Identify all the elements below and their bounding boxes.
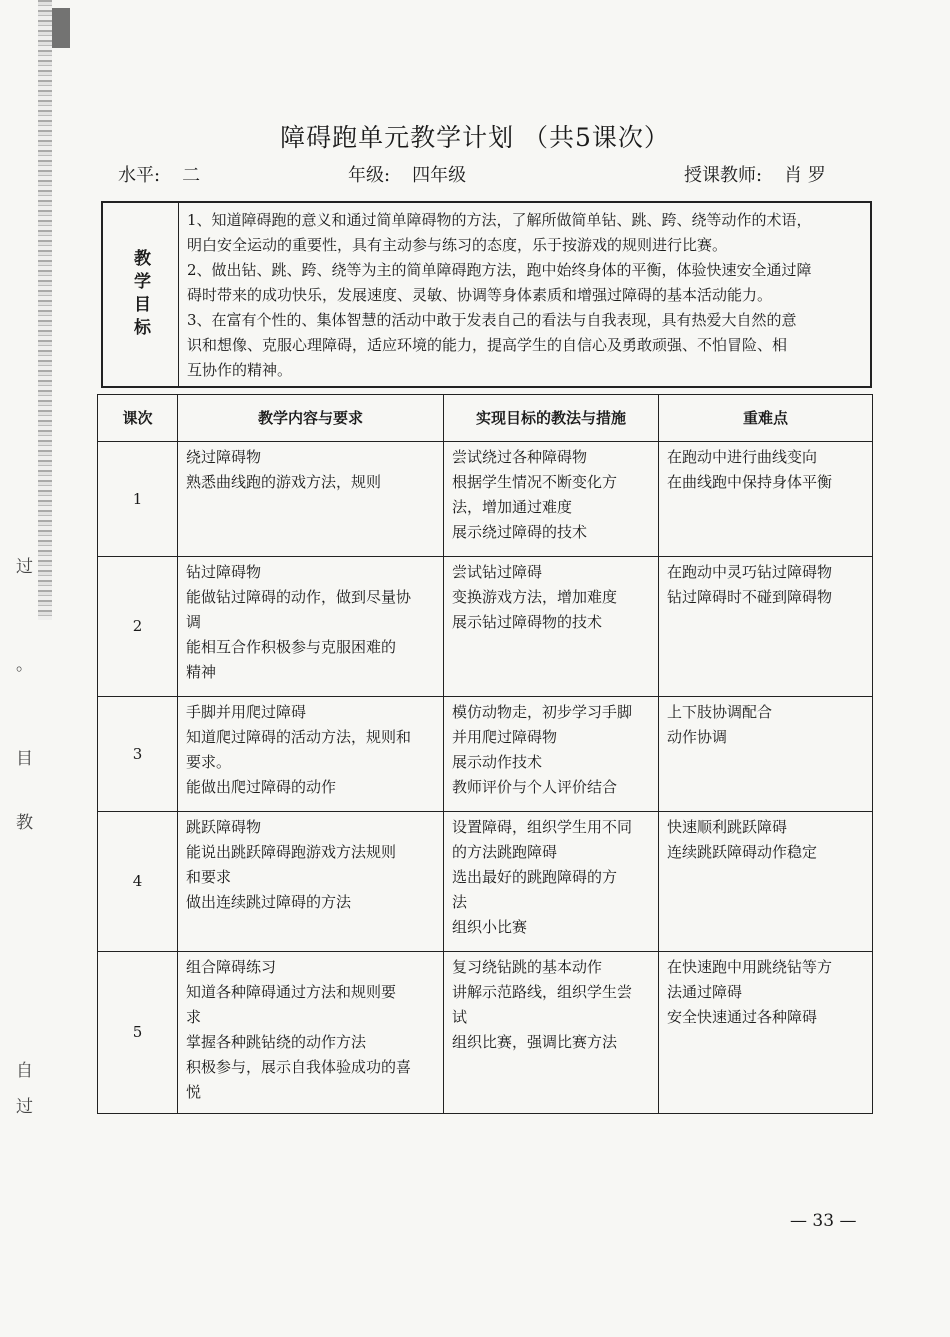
lesson-content-line: 知道爬过障碍的活动方法，规则和 [186, 728, 412, 746]
grade-label: 年级: [348, 165, 391, 186]
lesson-number: 4 [98, 812, 178, 952]
lesson-key-cell [659, 812, 873, 952]
teaching-goals-box [101, 201, 872, 388]
level-value: 二 [182, 165, 201, 186]
lesson-methods-line: 尝试绕过各种障碍物 [452, 448, 588, 466]
teacher-value: 肖 罗 [784, 165, 826, 186]
lesson-methods-cell [444, 952, 659, 1114]
lesson-content-line: 跳跃障碍物 [186, 818, 262, 836]
lesson-content-line: 求 [186, 1008, 202, 1026]
lesson-methods-line: 法 [452, 893, 468, 911]
scan-artifact [38, 0, 52, 620]
goals-line: 互协作的精神。 [187, 361, 293, 379]
lesson-content-line: 调 [186, 613, 202, 631]
table-row [98, 557, 873, 697]
lesson-content-line: 钻过障碍物 [186, 563, 262, 581]
margin-text: 自 [16, 1061, 33, 1081]
page-number: — 33 — [790, 1211, 857, 1231]
lesson-content-line: 能相互合作积极参与克服困难的 [186, 638, 397, 656]
lesson-key-line: 钻过障碍时不碰到障碍物 [667, 588, 833, 606]
lesson-methods-line: 模仿动物走，初步学习手脚 [452, 703, 633, 721]
table-header-row [98, 395, 873, 442]
teacher-info [684, 161, 826, 187]
lesson-methods-cell [444, 442, 659, 557]
lesson-methods-line: 选出最好的跳跑障碍的方 [452, 868, 618, 886]
lesson-key-line: 在快速跑中用跳绕钻等方 [667, 958, 833, 976]
lesson-content-line: 能做钻过障碍的动作，做到尽量协 [186, 588, 412, 606]
lesson-methods-line: 组织比赛，强调比赛方法 [452, 1033, 618, 1051]
lesson-content-cell [178, 557, 444, 697]
lesson-key-cell [659, 697, 873, 812]
lesson-content-line: 组合障碍练习 [186, 958, 277, 976]
lesson-content-line: 熟悉曲线跑的游戏方法，规则 [186, 473, 382, 491]
lesson-methods-line: 展示钻过障碍物的技术 [452, 613, 603, 631]
lesson-key-line: 安全快速通过各种障碍 [667, 1008, 818, 1026]
teacher-label: 授课教师: [684, 165, 763, 186]
lesson-number: 3 [98, 697, 178, 812]
lesson-methods-line: 展示绕过障碍的技术 [452, 523, 588, 541]
table-row [98, 812, 873, 952]
goals-header-cell [103, 203, 179, 386]
goals-header: 教学目标 [130, 248, 150, 341]
lesson-methods-line: 尝试钻过障碍 [452, 563, 543, 581]
lesson-methods-line: 组织小比赛 [452, 918, 528, 936]
column-header: 重难点 [659, 395, 873, 442]
goals-line: 2、做出钻、跳、跨、绕等为主的简单障碍跑方法，跑中始终身体的平衡，体验快速安全通过障 [187, 261, 812, 279]
goals-line: 碍时带来的成功快乐，发展速度、灵敏、协调等身体素质和增强过障碍的基本活动能力。 [187, 286, 773, 304]
lesson-content-line: 知道各种障碍通过方法和规则要 [186, 983, 397, 1001]
lesson-key-line: 在曲线跑中保持身体平衡 [667, 473, 833, 491]
lesson-content-line: 能做出爬过障碍的动作 [186, 778, 337, 796]
lesson-content-line: 掌握各种跳钻绕的动作方法 [186, 1033, 367, 1051]
page-title: 障碍跑单元教学计划 （共5课次） [280, 123, 670, 152]
lesson-methods-line: 根据学生情况不断变化方 [452, 473, 618, 491]
lesson-content-line: 能说出跳跃障碍跑游戏方法规则 [186, 843, 397, 861]
lesson-content-line: 和要求 [186, 868, 232, 886]
lesson-methods-line: 法，增加通过难度 [452, 498, 573, 516]
lesson-key-cell [659, 557, 873, 697]
table-row [98, 697, 873, 812]
lesson-content-cell [178, 697, 444, 812]
goals-line: 识和想像、克服心理障碍，适应环境的能力，提高学生的自信心及勇敢顽强、不怕冒险、相 [187, 336, 788, 354]
margin-text: 。 [16, 655, 33, 675]
grade-info [348, 161, 466, 187]
lesson-methods-line: 并用爬过障碍物 [452, 728, 558, 746]
lesson-number: 2 [98, 557, 178, 697]
goals-line: 1、知道障碍跑的意义和通过简单障碍物的方法，了解所做简单钻、跳、跨、绕等动作的术语， [187, 211, 812, 229]
lesson-key-line: 快速顺利跳跃障碍 [667, 818, 788, 836]
table-row [98, 952, 873, 1114]
lesson-key-line: 动作协调 [667, 728, 728, 746]
lesson-methods-line: 设置障碍，组织学生用不同 [452, 818, 633, 836]
goals-line: 3、在富有个性的、集体智慧的活动中敢于发表自己的看法与自我表现，具有热爱大自然的意 [187, 311, 797, 329]
lesson-methods-line: 展示动作技术 [452, 753, 543, 771]
lesson-key-line: 在跑动中灵巧钻过障碍物 [667, 563, 833, 581]
margin-text: 目 [16, 749, 33, 769]
lesson-content-line: 做出连续跳过障碍的方法 [186, 893, 352, 911]
lesson-key-line: 连续跳跃障碍动作稳定 [667, 843, 818, 861]
column-header: 教学内容与要求 [178, 395, 444, 442]
lesson-key-line: 上下肢协调配合 [667, 703, 773, 721]
margin-text: 教 [16, 813, 33, 833]
lesson-methods-cell [444, 812, 659, 952]
lesson-content-line: 积极参与，展示自我体验成功的喜 [186, 1058, 412, 1076]
lesson-content-cell [178, 442, 444, 557]
level-label: 水平: [118, 165, 161, 186]
lesson-methods-line: 复习绕钻跳的基本动作 [452, 958, 603, 976]
column-header: 实现目标的教法与措施 [444, 395, 659, 442]
lesson-content-line: 手脚并用爬过障碍 [186, 703, 307, 721]
lesson-content-cell [178, 812, 444, 952]
lesson-content-cell [178, 952, 444, 1114]
lesson-key-cell [659, 952, 873, 1114]
lesson-content-line: 悦 [186, 1083, 202, 1101]
margin-text: 过 [16, 1097, 33, 1117]
level-info [118, 161, 200, 187]
lesson-key-line: 法通过障碍 [667, 983, 743, 1001]
lesson-content-line: 绕过障碍物 [186, 448, 262, 466]
lesson-methods-line: 的方法跳跑障碍 [452, 843, 558, 861]
lesson-number: 5 [98, 952, 178, 1114]
lesson-key-line: 在跑动中进行曲线变向 [667, 448, 818, 466]
goals-line: 明白安全运动的重要性，具有主动参与练习的态度，乐于按游戏的规则进行比赛。 [187, 236, 728, 254]
lesson-key-cell [659, 442, 873, 557]
lesson-methods-line: 讲解示范路线，组织学生尝 [452, 983, 633, 1001]
table-row [98, 442, 873, 557]
lesson-content-line: 要求。 [186, 753, 232, 771]
lesson-methods-line: 变换游戏方法，增加难度 [452, 588, 618, 606]
lesson-methods-cell [444, 697, 659, 812]
lesson-number: 1 [98, 442, 178, 557]
grade-value: 四年级 [412, 165, 467, 186]
lesson-plan-table [97, 394, 873, 1114]
margin-text: 过 [16, 557, 33, 577]
column-header: 课次 [98, 395, 178, 442]
scan-artifact [52, 8, 70, 48]
lesson-methods-line: 试 [452, 1008, 468, 1026]
goals-text [187, 208, 864, 383]
lesson-methods-cell [444, 557, 659, 697]
lesson-methods-line: 教师评价与个人评价结合 [452, 778, 618, 796]
lesson-content-line: 精神 [186, 663, 217, 681]
